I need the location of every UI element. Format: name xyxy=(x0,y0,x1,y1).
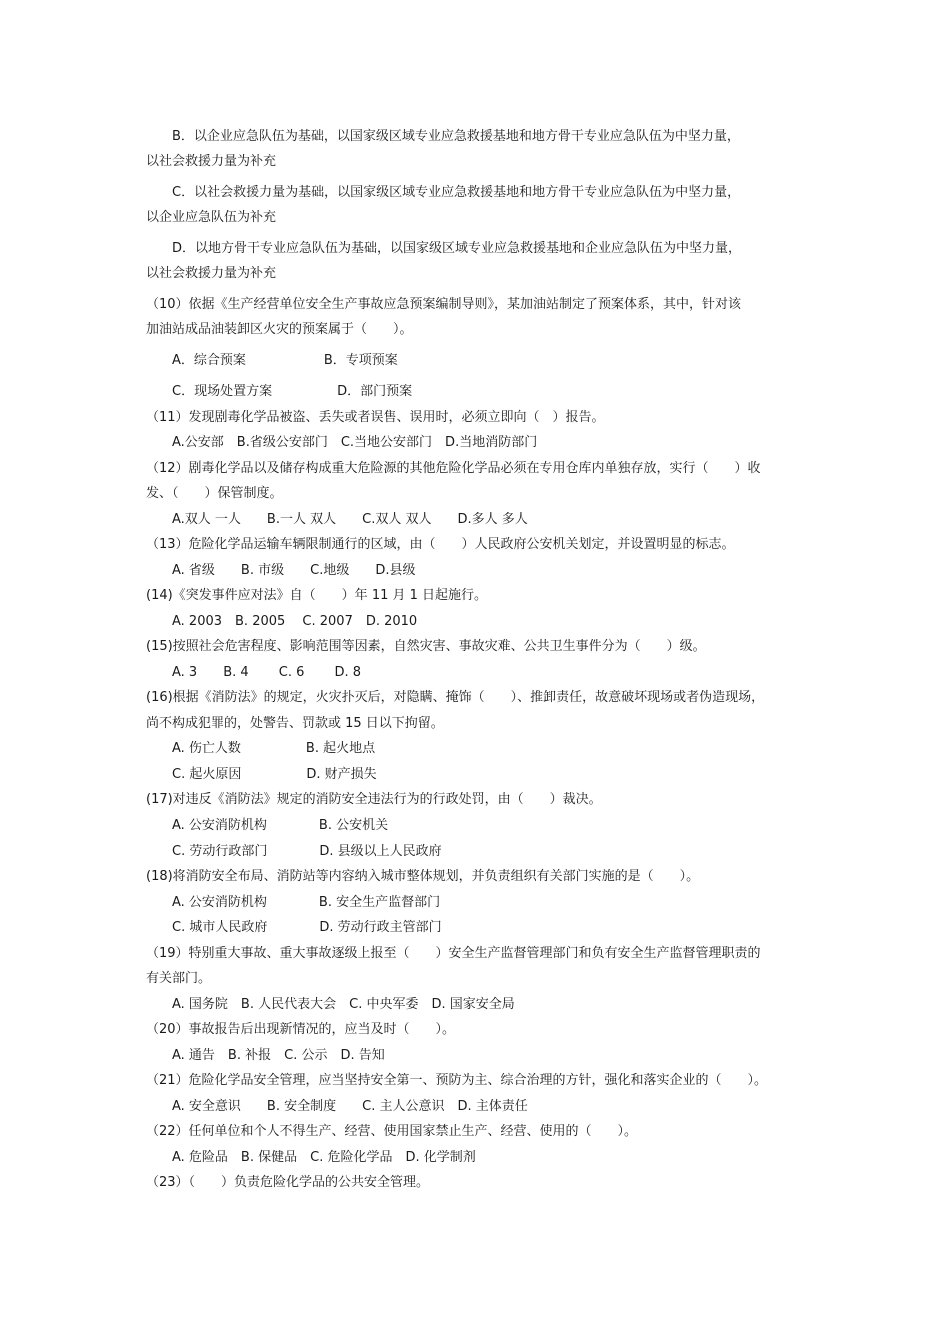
option-line: A.双人 一人 B.一人 双人 C.双人 双人 D.多人 多人 xyxy=(172,512,528,527)
option-line: A. 危险品 B. 保健品 C. 危险化学品 D. 化学制剂 xyxy=(172,1150,476,1165)
question-continuation: 尚不构成犯罪的，处警告、罚款或 15 日以下拘留。 xyxy=(146,716,444,731)
option-line: A. 伤亡人数 B. 起火地点 xyxy=(172,741,376,756)
question-19: （19）特别重大事故、重大事故逐级上报至（ ）安全生产监督管理部门和负有安全生产监督管理职责的 xyxy=(146,946,761,961)
question-10: （10）依据《生产经营单位安全生产事故应急预案编制导则》，某加油站制定了预案体系，其中，针对该 xyxy=(146,297,742,312)
question-18: (18)将消防安全布局、消防站等内容纳入城市整体规划，并负责组织有关部门实施的是（ ）。 xyxy=(146,869,700,884)
option-line: C. 城市人民政府 D. 劳动行政主管部门 xyxy=(172,920,442,935)
option-line: A. 省级 B. 市级 C.地级 D.县级 xyxy=(172,563,416,578)
question-11: （11）发现剧毒化学品被盗、丢失或者误售、误用时，必须立即向（ ）报告。 xyxy=(146,410,605,425)
option-line: A. 国务院 B. 人民代表大会 C. 中央军委 D. 国家安全局 xyxy=(172,997,515,1012)
question-12: （12）剧毒化学品以及储存构成重大危险源的其他危险化学品必须在专用仓库内单独存放，实行（ ）收 xyxy=(146,461,761,476)
question-22: （22）任何单位和个人不得生产、经营、使用国家禁止生产、经营、使用的（ ）。 xyxy=(146,1124,638,1139)
option-continuation: 以企业应急队伍为补充 xyxy=(146,210,277,225)
question-continuation: 加油站成品油装卸区火灾的预案属于（ ）。 xyxy=(146,322,413,337)
option-continuation: 以社会救援力量为补充 xyxy=(146,266,277,281)
question-13: （13）危险化学品运输车辆限制通行的区域，由（ ）人民政府公安机关划定，并设置明显的标志。 xyxy=(146,537,735,552)
option-line: C．现场处置方案 D．部门预案 xyxy=(172,384,413,399)
question-17: (17)对违反《消防法》规定的消防安全违法行为的行政处罚，由（ ）裁决。 xyxy=(146,792,602,807)
question-20: （20）事故报告后出现新情况的，应当及时（ ）。 xyxy=(146,1022,456,1037)
option-continuation: 以社会救援力量为补充 xyxy=(146,154,277,169)
option-line: A. 公安消防机构 B. 公安机关 xyxy=(172,818,389,833)
question-continuation: 发、（ ）保管制度。 xyxy=(146,486,283,501)
question-continuation: 有关部门。 xyxy=(146,971,212,986)
option-line: A．综合预案 B．专项预案 xyxy=(172,353,398,368)
option-line: A. 安全意识 B. 安全制度 C. 主人公意识 D. 主体责任 xyxy=(172,1099,528,1114)
option-line: A. 3 B. 4 C. 6 D. 8 xyxy=(172,665,362,680)
option-line: C．以社会救援力量为基础，以国家级区域专业应急救援基地和地方骨干专业应急队伍为中坚力量， xyxy=(172,185,741,200)
option-line: A. 2003 B. 2005 C. 2007 D. 2010 xyxy=(172,614,418,629)
option-line: B．以企业应急队伍为基础，以国家级区域专业应急救援基地和地方骨干专业应急队伍为中坚力量， xyxy=(172,129,740,144)
question-23: （23）（ ）负责危险化学品的公共安全管理。 xyxy=(146,1175,430,1190)
question-21: （21）危险化学品安全管理，应当坚持安全第一、预防为主、综合治理的方针，强化和落实企业的（ ）。 xyxy=(146,1073,768,1088)
option-line: C. 起火原因 D. 财产损失 xyxy=(172,767,377,782)
option-line: A.公安部 B.省级公安部门 C.当地公安部门 D.当地消防部门 xyxy=(172,435,538,450)
option-line: A. 通告 B. 补报 C. 公示 D. 告知 xyxy=(172,1048,385,1063)
option-line: D．以地方骨干专业应急队伍为基础，以国家级区域专业应急救援基地和企业应急队伍为中坚力量， xyxy=(172,241,742,256)
option-line: C. 劳动行政部门 D. 县级以上人民政府 xyxy=(172,844,442,859)
question-15: (15)按照社会危害程度、影响范围等因素，自然灾害、事故灾难、公共卫生事件分为（ ）级。 xyxy=(146,639,706,654)
question-16: (16)根据《消防法》的规定，火灾扑灭后，对隐瞒、掩饰（ ）、推卸责任，故意破坏现场或者伪造现场， xyxy=(146,690,765,705)
question-14: (14)《突发事件应对法》自（ ）年 11 月 1 日起施行。 xyxy=(146,588,488,603)
option-line: A. 公安消防机构 B. 安全生产监督部门 xyxy=(172,895,441,910)
